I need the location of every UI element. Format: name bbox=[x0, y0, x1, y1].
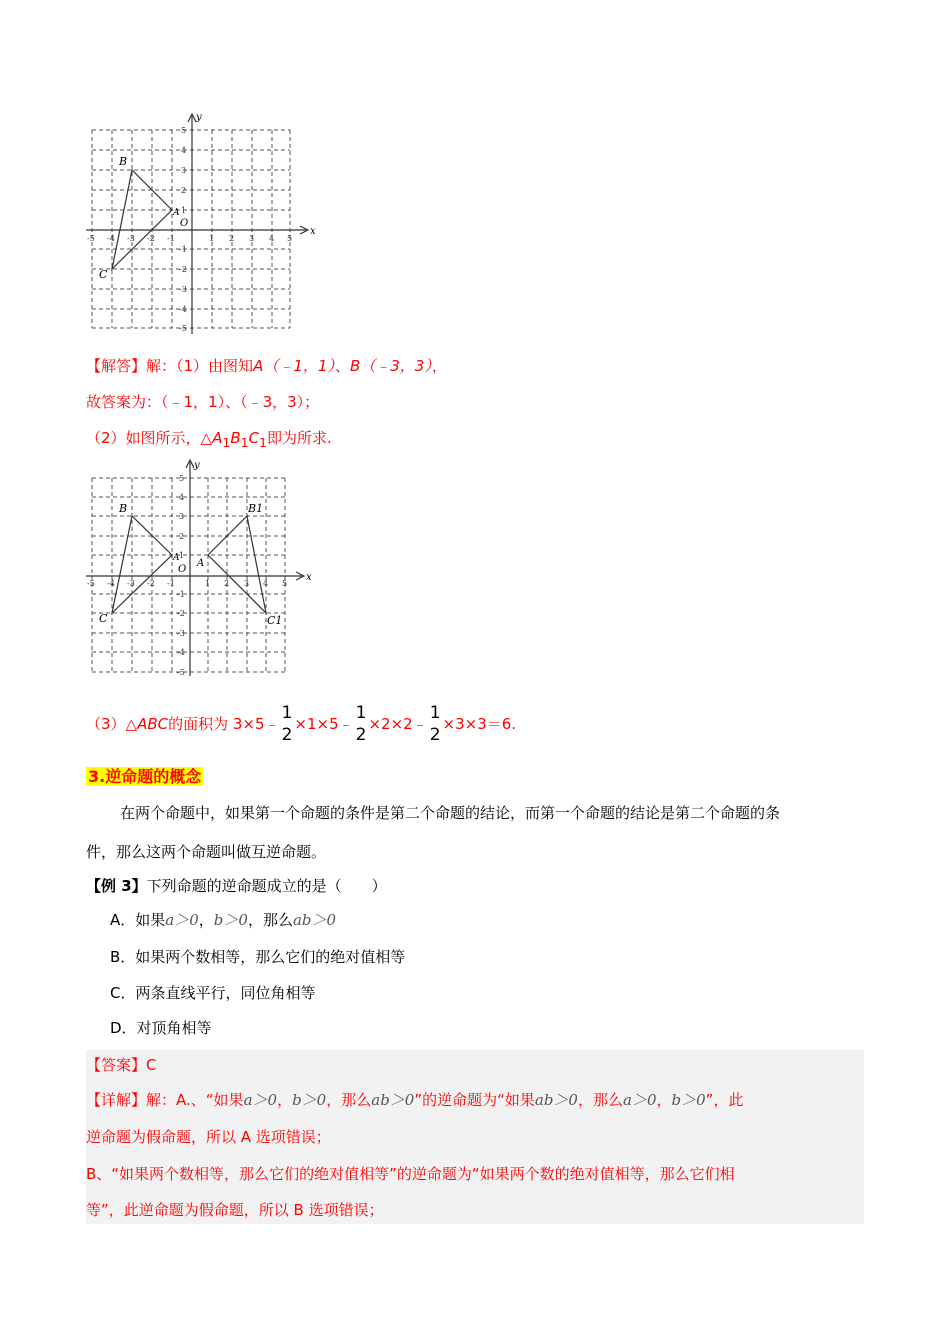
svg-text:-5: -5 bbox=[179, 324, 187, 333]
x-axis-label: x bbox=[306, 572, 312, 583]
x-axis-label: x bbox=[310, 226, 316, 237]
svg-text:-5: -5 bbox=[87, 579, 95, 588]
point-c-label: C bbox=[99, 612, 108, 625]
answer-label: 【答案】 bbox=[86, 1056, 147, 1074]
point-c-label: C bbox=[99, 268, 108, 281]
area-term2: ×2×2﹣ bbox=[368, 715, 428, 733]
svg-text:2: 2 bbox=[179, 532, 185, 541]
answer-line: 故答案为：（﹣1，1）、（﹣3，3）； bbox=[86, 393, 320, 411]
option-a-prefix: A．如果 bbox=[110, 911, 166, 929]
svg-text:1: 1 bbox=[209, 234, 215, 243]
svg-text:-5: -5 bbox=[177, 668, 185, 677]
coordinate-graph-1 bbox=[84, 110, 324, 335]
origin-label: O bbox=[178, 564, 187, 575]
frac-den: 2 bbox=[281, 725, 293, 745]
option-a-then: ，那么 bbox=[247, 911, 293, 929]
svg-text:5: 5 bbox=[282, 579, 288, 588]
svg-text:2: 2 bbox=[229, 234, 235, 243]
svg-text:-4: -4 bbox=[107, 579, 115, 588]
detail-line-4: 等”，此逆命题为假命题，所以 B 选项错误； bbox=[86, 1201, 384, 1219]
point-b-label: B bbox=[119, 502, 128, 515]
detail-line-1 bbox=[86, 1090, 743, 1110]
d1-g: ”，此 bbox=[705, 1091, 744, 1109]
y-axis-label: y bbox=[194, 460, 200, 471]
part2-suffix: 即为所求. bbox=[267, 429, 332, 447]
solution-part1 bbox=[86, 356, 447, 376]
d1-m3: ab＞0 bbox=[371, 1091, 415, 1109]
sep: 、 bbox=[334, 357, 350, 375]
frac-num: 1 bbox=[355, 703, 367, 723]
d1-f: ， bbox=[656, 1091, 672, 1109]
option-b: B．如果两个数相等，那么它们的绝对值相等 bbox=[110, 948, 406, 966]
subscript: 1 bbox=[240, 435, 249, 450]
subscript: 1 bbox=[259, 435, 267, 450]
option-a-sep: ， bbox=[198, 911, 214, 929]
end: ， bbox=[431, 357, 447, 375]
svg-text:-4: -4 bbox=[107, 234, 115, 243]
svg-text:2: 2 bbox=[181, 186, 187, 195]
area-line bbox=[86, 702, 516, 746]
svg-text:1: 1 bbox=[181, 206, 187, 215]
a1-label: A bbox=[212, 429, 223, 447]
frac-num: 1 bbox=[429, 703, 441, 723]
d1-m4: ab＞0 bbox=[534, 1091, 578, 1109]
option-c: C．两条直线平行，同位角相等 bbox=[110, 984, 316, 1002]
option-d: D．对顶角相等 bbox=[110, 1019, 212, 1037]
svg-text:1: 1 bbox=[179, 551, 185, 560]
y-axis-label: y bbox=[196, 112, 202, 123]
svg-text:4: 4 bbox=[263, 579, 269, 588]
d1-m6: b＞0 bbox=[671, 1091, 706, 1109]
svg-text:3: 3 bbox=[244, 579, 250, 588]
definition-line-2: 件，那么这两个命题叫做互逆命题。 bbox=[86, 843, 327, 861]
answer-line bbox=[86, 1055, 157, 1075]
example-question: 下列命题的逆命题成立的是（ ） bbox=[146, 877, 387, 895]
svg-text:1: 1 bbox=[205, 579, 211, 588]
svg-text:-1: -1 bbox=[167, 579, 175, 588]
fraction-half bbox=[356, 702, 367, 746]
svg-text:-2: -2 bbox=[179, 265, 187, 274]
area-abc: ABC bbox=[137, 715, 169, 733]
detail-line-2: 逆命题为假命题，所以 A 选项错误； bbox=[86, 1128, 331, 1146]
frac-num: 1 bbox=[281, 703, 293, 723]
svg-text:5: 5 bbox=[287, 234, 293, 243]
svg-text:-3: -3 bbox=[179, 285, 187, 294]
d1-m5: a＞0 bbox=[623, 1091, 657, 1109]
point-a-label: A bbox=[173, 553, 180, 563]
point-c1-label: C1 bbox=[267, 614, 283, 627]
svg-text:3: 3 bbox=[179, 512, 185, 521]
section-3-title-wrap bbox=[86, 764, 203, 787]
svg-text:-1: -1 bbox=[177, 590, 185, 599]
svg-text:-2: -2 bbox=[177, 609, 185, 618]
frac-den: 2 bbox=[355, 725, 367, 745]
svg-text:5: 5 bbox=[181, 126, 187, 135]
area-term3: ×3×3＝6. bbox=[442, 715, 517, 733]
section-3-title: 3.逆命题的概念 bbox=[88, 767, 202, 786]
svg-text:4: 4 bbox=[269, 234, 275, 243]
axes bbox=[86, 114, 308, 334]
frac-den: 2 bbox=[429, 725, 441, 745]
d1-e: ，那么 bbox=[577, 1091, 623, 1109]
fraction-half bbox=[282, 702, 293, 746]
svg-text:5: 5 bbox=[179, 474, 185, 483]
example-label: 【例 3】 bbox=[86, 877, 147, 895]
math-ab-gt-0: ab＞0 bbox=[292, 911, 337, 929]
svg-text:2: 2 bbox=[224, 579, 230, 588]
solution-part1-text: 解：（1）由图知 bbox=[146, 357, 254, 375]
area-prefix: （3）△ bbox=[86, 715, 138, 733]
part2-prefix: （2）如图所示，△ bbox=[86, 429, 213, 447]
option-a bbox=[110, 910, 336, 930]
detail-label: 【详解】 bbox=[86, 1091, 147, 1109]
d1-m2: b＞0 bbox=[292, 1091, 327, 1109]
definition-line-1: 在两个命题中，如果第一个命题的条件是第二个命题的结论，而第一个命题的结论是第二个命题的条 bbox=[120, 804, 781, 822]
svg-text:-3: -3 bbox=[127, 579, 135, 588]
svg-text:3: 3 bbox=[249, 234, 255, 243]
example-3-question bbox=[86, 876, 387, 896]
point-b-label: B bbox=[119, 155, 128, 168]
c1-label: C bbox=[248, 429, 260, 447]
triangle-abc bbox=[112, 516, 172, 613]
svg-text:3: 3 bbox=[181, 166, 187, 175]
svg-text:-1: -1 bbox=[179, 245, 187, 254]
area-term1: ×1×5﹣ bbox=[294, 715, 354, 733]
point-b-coord: B（﹣3，3） bbox=[349, 357, 432, 375]
d1-c: ，那么 bbox=[326, 1091, 372, 1109]
math-b-gt-0: b＞0 bbox=[213, 911, 248, 929]
point-a-label: A bbox=[173, 208, 180, 218]
answer-value: C bbox=[146, 1056, 157, 1074]
b1-label: B bbox=[230, 429, 241, 447]
svg-text:4: 4 bbox=[179, 493, 185, 502]
svg-text:-2: -2 bbox=[147, 234, 155, 243]
detail-line-3: B、“如果两个数相等，那么它们的绝对值相等”的逆命题为“如果两个数的绝对值相等，那么它们相 bbox=[86, 1165, 735, 1183]
triangle-abc bbox=[112, 170, 172, 269]
origin-label: O bbox=[180, 218, 189, 229]
svg-text:-5: -5 bbox=[87, 234, 95, 243]
point-a1-label: A bbox=[197, 558, 205, 569]
svg-text:-2: -2 bbox=[147, 579, 155, 588]
point-b1-label: B1 bbox=[248, 502, 264, 515]
area-middle: 的面积为 3×5﹣ bbox=[168, 715, 280, 733]
coordinate-graph-2 bbox=[84, 458, 324, 678]
triangle-a1b1c1 bbox=[208, 516, 269, 613]
math-a-gt-0: a＞0 bbox=[165, 911, 199, 929]
d1-b: ， bbox=[277, 1091, 293, 1109]
subscript: 1 bbox=[222, 435, 231, 450]
svg-text:-3: -3 bbox=[127, 234, 135, 243]
axes bbox=[86, 460, 304, 676]
fraction-half bbox=[430, 702, 441, 746]
d1-m1: a＞0 bbox=[243, 1091, 278, 1109]
svg-text:-4: -4 bbox=[179, 305, 187, 314]
solution-label: 【解答】 bbox=[86, 357, 147, 375]
svg-text:-3: -3 bbox=[177, 629, 185, 638]
svg-text:-4: -4 bbox=[177, 648, 185, 657]
svg-text:-1: -1 bbox=[167, 234, 175, 243]
d1-d: ”的逆命题为“如果 bbox=[414, 1091, 535, 1109]
point-a-coord: A（﹣1，1） bbox=[253, 357, 335, 375]
d1-a: 解：A.、“如果 bbox=[146, 1091, 244, 1109]
solution-part2 bbox=[86, 428, 332, 453]
svg-text:4: 4 bbox=[181, 146, 187, 155]
